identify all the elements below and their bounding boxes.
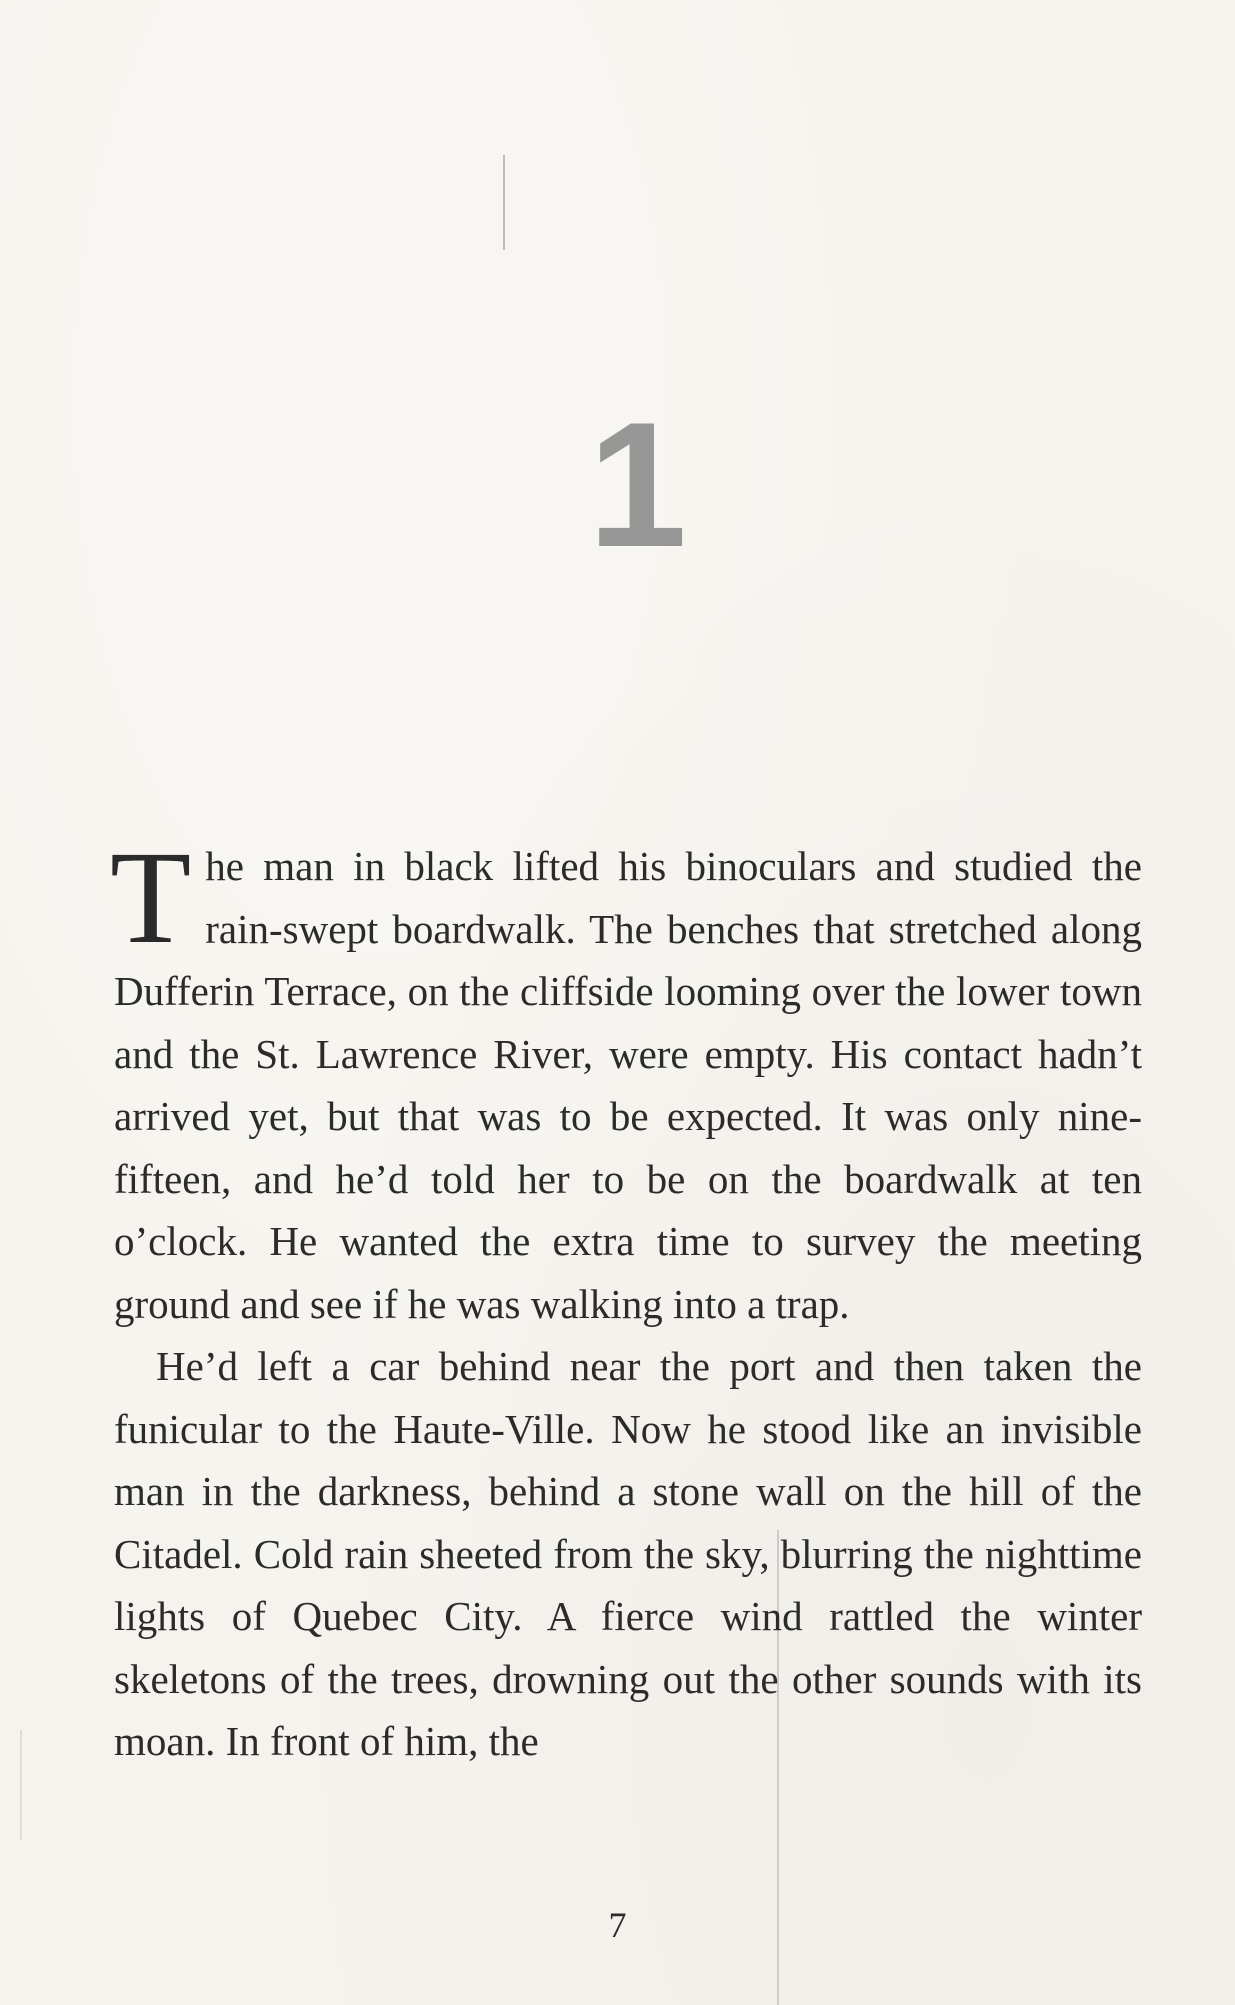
- paragraph-1: [110, 823, 1142, 1335]
- drop-cap: T: [110, 823, 192, 971]
- scan-artifact-line: [20, 1730, 22, 1840]
- scan-artifact-line: [503, 155, 505, 250]
- page-number: 7: [608, 1905, 627, 1945]
- chapter-body: [110, 823, 1142, 1773]
- chapter-number: 1: [588, 385, 687, 584]
- paragraph-2: He’d left a car behind near the port and then taken the funicular to the Haute-Ville. Now he stood like an invisible man in the darkness, behind a stone wall on the hill of the Citadel. Cold rain sheeted from the sky, blurring the nighttime lights of Quebec City. A fierce wind rattled the winter skeletons of the trees, drowning out the other sounds with its moan. In front of him, the: [114, 1343, 1142, 1764]
- paragraph-1-text: he man in black lifted his binoculars and studied the rain-swept boardwalk. The benches that stretched along Dufferin Terrace, on the cliffside looming over the lower town and the St. Lawrence River, were empty. His contact hadn’t arrived yet, but that was to be expected. It was only nine-fifteen, and he’d told her to be on the boardwalk at ten o’clock. He wanted the extra time to survey the meeting ground and see if he was walking into a trap.: [114, 843, 1142, 1327]
